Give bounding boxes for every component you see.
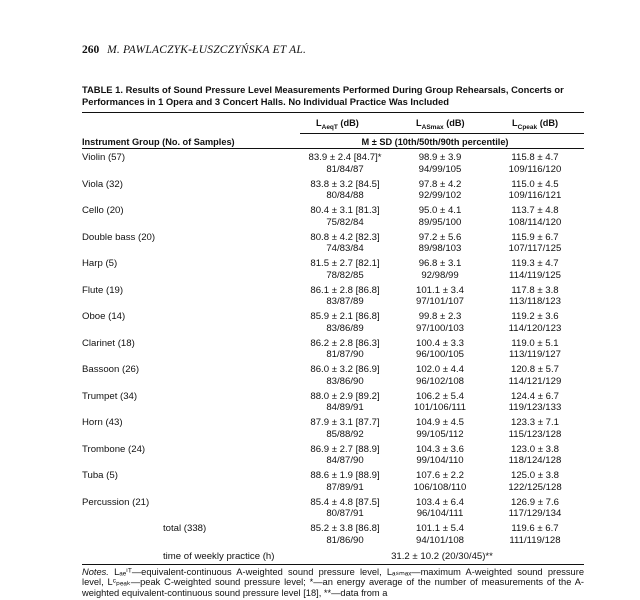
cell-lcpeak-percentiles: 119/123/133: [508, 402, 562, 413]
column-header-laeq: $L_{AeqT}$ (dB): [316, 118, 359, 131]
cell-laeq-mean-sd: 83.9 ± 2.4 [84.7]*: [308, 152, 382, 163]
cell-lcpeak-percentiles: 113/119/127: [509, 349, 561, 360]
cell-laeq: [295, 497, 395, 520]
cell-lcpeak: [485, 523, 585, 546]
table-row: [0, 497, 640, 523]
cell-lcpeak-mean-sd: 119.0 ± 5.1: [511, 337, 559, 349]
cell-lcpeak: [485, 497, 585, 520]
table-row: [0, 338, 640, 364]
cell-laeq-percentiles: 75/82/84: [326, 216, 364, 228]
cell-laeq-percentiles: 78/82/85: [326, 269, 364, 281]
table-row: [0, 285, 640, 311]
cell-lcpeak: [485, 258, 585, 281]
cell-lasmax-percentiles: 99/105/112: [416, 428, 464, 440]
cell-laeq: [295, 311, 395, 334]
table-row: [0, 364, 640, 390]
cell-laeq-percentiles: 81/86/90: [326, 534, 364, 546]
cell-lasmax-mean-sd: 102.0 ± 4.4: [416, 364, 464, 375]
cell-lasmax-percentiles: 92/99/102: [418, 190, 462, 201]
instrument-group-name: Harp (5): [82, 258, 118, 269]
table-bottom-rule: [82, 564, 584, 565]
cell-lcpeak: [485, 470, 585, 493]
cell-lcpeak-percentiles: 109/116/120: [508, 163, 562, 175]
cell-lcpeak-percentiles: 122/125/128: [508, 481, 562, 493]
table-row: [0, 444, 640, 470]
cell-lcpeak-percentiles: 111/119/128: [509, 534, 561, 546]
cell-laeq-percentiles: 80/84/88: [326, 190, 364, 201]
cell-laeq: [295, 258, 395, 281]
instrument-group-name: Cello (20): [82, 205, 124, 216]
cell-laeq: [295, 417, 395, 440]
cell-lasmax-mean-sd: 97.8 ± 4.2: [418, 178, 462, 190]
cell-laeq: [295, 523, 395, 546]
cell-lasmax-percentiles: 97/101/107: [415, 296, 464, 307]
cell-lcpeak: [485, 391, 585, 414]
cell-laeq-percentiles: 81/84/87: [326, 163, 364, 175]
column-header-lasmax: $L_{ASmax}$ (dB): [416, 118, 465, 131]
cell-lcpeak-percentiles: 114/119/125: [509, 269, 561, 281]
cell-lasmax: [390, 258, 490, 281]
header-sub-rule: [300, 133, 584, 134]
column-header-lcpeak: $L_{Cpeak}$ (dB): [512, 118, 559, 131]
cell-lcpeak-mean-sd: 125.0 ± 3.8: [511, 470, 559, 481]
cell-laeq-percentiles: 74/83/84: [326, 243, 364, 254]
cell-laeq-mean-sd: 85.9 ± 2.1 [86.8]: [310, 311, 380, 322]
cell-lcpeak-percentiles: 114/120/123: [508, 322, 562, 334]
cell-lasmax: [390, 311, 490, 334]
cell-lasmax-percentiles: 97/100/103: [415, 322, 464, 334]
cell-lasmax: [390, 417, 490, 440]
cell-lasmax: [390, 391, 490, 414]
cell-lasmax: [390, 179, 490, 202]
cell-lcpeak-percentiles: 114/121/129: [508, 375, 562, 387]
cell-lasmax-percentiles: 96/102/108: [415, 375, 464, 387]
cell-lasmax-mean-sd: 103.4 ± 6.4: [416, 496, 464, 508]
cell-laeq: [295, 444, 395, 467]
instrument-group-name: Clarinet (18): [82, 337, 135, 349]
table-row: [0, 258, 640, 284]
cell-lcpeak-percentiles: 113/118/123: [509, 296, 561, 307]
cell-lasmax: [390, 338, 490, 361]
cell-lasmax-mean-sd: 97.2 ± 5.6: [418, 231, 462, 243]
cell-laeq-percentiles: 83/86/90: [326, 375, 364, 387]
cell-lcpeak: [485, 364, 585, 387]
cell-lasmax-percentiles: 89/95/100: [418, 216, 462, 228]
instrument-group-name: Bassoon (26): [82, 364, 140, 375]
cell-lasmax-percentiles: 99/104/110: [416, 455, 464, 466]
cell-laeq: [295, 391, 395, 414]
cell-lcpeak-percentiles: 107/117/125: [508, 243, 562, 254]
cell-lasmax: [390, 444, 490, 467]
cell-laeq-percentiles: 87/89/91: [326, 481, 364, 493]
cell-lasmax-percentiles: 92/98/99: [421, 269, 459, 281]
table-row: [0, 179, 640, 205]
cell-laeq: [295, 205, 395, 228]
cell-lasmax-percentiles: 106/108/110: [413, 481, 467, 493]
cell-laeq-percentiles: 85/88/92: [326, 428, 364, 440]
cell-laeq-mean-sd: 83.8 ± 3.2 [84.5]: [310, 178, 380, 190]
cell-laeq-mean-sd: 80.4 ± 3.1 [81.3]: [310, 205, 380, 216]
cell-lasmax-mean-sd: 107.6 ± 2.2: [416, 470, 464, 481]
table-row: [0, 523, 640, 549]
instrument-group-name: Tuba (5): [82, 470, 118, 481]
cell-laeq-percentiles: 83/86/89: [326, 322, 364, 334]
cell-lasmax-percentiles: 94/99/105: [418, 163, 462, 175]
cell-lcpeak-mean-sd: 119.2 ± 3.6: [511, 311, 559, 322]
table-row: [0, 417, 640, 443]
cell-lcpeak: [485, 232, 585, 255]
cell-lasmax-percentiles: 96/104/111: [416, 508, 464, 519]
instrument-group-name: Flute (19): [82, 284, 124, 296]
cell-lasmax-mean-sd: 101.1 ± 3.4: [416, 284, 464, 296]
cell-laeq-mean-sd: 81.5 ± 2.7 [82.1]: [310, 258, 380, 269]
table-row: [0, 232, 640, 258]
cell-lcpeak-percentiles: 117/129/134: [508, 508, 562, 519]
cell-lasmax-mean-sd: 95.0 ± 4.1: [418, 205, 462, 216]
cell-lcpeak-mean-sd: 115.9 ± 6.7: [511, 231, 559, 243]
weekly-practice-value: 31.2 ± 10.2 (20/30/45)**: [391, 551, 493, 562]
cell-lcpeak: [485, 444, 585, 467]
cell-lasmax-percentiles: 94/101/108: [415, 534, 464, 546]
cell-laeq: [295, 364, 395, 387]
table-top-rule: [82, 112, 584, 113]
cell-lasmax-mean-sd: 101.1 ± 5.4: [416, 523, 464, 534]
cell-lcpeak: [485, 311, 585, 334]
instrument-group-name: Oboe (14): [82, 311, 126, 322]
instrument-group-name: Viola (32): [82, 178, 123, 190]
cell-laeq-percentiles: 84/89/91: [326, 402, 364, 413]
cell-lcpeak-percentiles: 109/116/121: [508, 190, 562, 201]
cell-laeq-mean-sd: 86.9 ± 2.7 [88.9]: [310, 443, 380, 455]
cell-laeq-percentiles: 80/87/91: [326, 508, 364, 519]
cell-lasmax-mean-sd: 106.2 ± 5.4: [416, 390, 464, 402]
column-header-stats: M ± SD (10th/50th/90th percentile): [361, 137, 509, 147]
cell-lcpeak-mean-sd: 123.0 ± 3.8: [511, 443, 559, 455]
cell-lasmax-mean-sd: 99.8 ± 2.3: [418, 311, 462, 322]
cell-laeq: [295, 338, 395, 361]
instrument-group-name: Trumpet (34): [82, 390, 138, 402]
cell-lasmax-percentiles: 89/98/103: [418, 243, 462, 254]
cell-lcpeak-percentiles: 108/114/120: [508, 216, 562, 228]
cell-laeq-mean-sd: 80.8 ± 4.2 [82.3]: [310, 231, 380, 243]
cell-lcpeak-mean-sd: 124.4 ± 6.7: [511, 390, 559, 402]
notes-text: Lₐₑⁱᵀ—equivalent-continuous A-weighted sound pressure level, Lₐₛₘₐₓ—maximum A-weighted sound pressure level, Lᶜₚₑₐₖ—peak C-weighted sound pressure level; *—an energy average of the number of measurements of the A-weighted equivalent-continuous sound pressure level [18], **—data from a: [82, 567, 584, 598]
cell-lasmax-mean-sd: 104.3 ± 3.6: [416, 443, 464, 455]
cell-laeq-percentiles: 84/87/90: [326, 455, 364, 466]
instrument-group-name: total (338): [163, 523, 207, 534]
cell-laeq: [295, 179, 395, 202]
cell-lcpeak-mean-sd: 115.8 ± 4.7: [511, 152, 559, 163]
cell-lcpeak-mean-sd: 117.8 ± 3.8: [511, 284, 559, 296]
notes-label: Notes.: [82, 567, 109, 577]
cell-lcpeak: [485, 205, 585, 228]
cell-laeq-mean-sd: 86.0 ± 3.2 [86.9]: [310, 364, 380, 375]
cell-lasmax-mean-sd: 98.9 ± 3.9: [418, 152, 462, 163]
cell-laeq: [295, 285, 395, 308]
column-header-group: Instrument Group (No. of Samples): [82, 137, 235, 147]
cell-laeq: [295, 470, 395, 493]
cell-lasmax: [390, 523, 490, 546]
cell-lcpeak-mean-sd: 123.3 ± 7.1: [511, 417, 559, 428]
cell-lasmax-percentiles: 101/106/111: [414, 402, 466, 413]
cell-lcpeak-mean-sd: 113.7 ± 4.8: [511, 205, 559, 216]
cell-laeq: [295, 152, 395, 175]
instrument-group-name: Trombone (24): [82, 443, 146, 455]
table-notes: [82, 567, 584, 598]
cell-lasmax: [390, 285, 490, 308]
cell-lcpeak-mean-sd: 119.3 ± 4.7: [511, 258, 559, 269]
header-bottom-rule: [82, 148, 584, 149]
cell-lcpeak-percentiles: 118/124/128: [508, 455, 562, 466]
cell-laeq-percentiles: 81/87/90: [326, 349, 364, 360]
instrument-group-name: Violin (57): [82, 152, 126, 163]
cell-lasmax-percentiles: 96/100/105: [415, 349, 464, 360]
cell-lasmax: [390, 470, 490, 493]
cell-lasmax: [390, 152, 490, 175]
cell-laeq-mean-sd: 86.2 ± 2.8 [86.3]: [310, 337, 380, 349]
cell-laeq-mean-sd: 88.6 ± 1.9 [88.9]: [310, 470, 380, 481]
cell-lcpeak: [485, 338, 585, 361]
instrument-group-name: Horn (43): [82, 417, 123, 428]
cell-lasmax: [390, 497, 490, 520]
cell-laeq-mean-sd: 85.4 ± 4.8 [87.5]: [310, 496, 380, 508]
page-number: 260: [82, 44, 100, 56]
running-head: [82, 44, 306, 56]
cell-laeq-mean-sd: 86.1 ± 2.8 [86.8]: [310, 284, 380, 296]
cell-laeq-mean-sd: 88.0 ± 2.9 [89.2]: [310, 390, 380, 402]
weekly-practice-label: time of weekly practice (h): [163, 551, 275, 562]
running-head-authors: M. PAWLACZYK-ŁUSZCZYŃSKA ET AL.: [107, 44, 307, 56]
cell-lcpeak: [485, 152, 585, 175]
table-row: [0, 470, 640, 496]
table-row: [0, 152, 640, 178]
cell-laeq-percentiles: 83/87/89: [326, 296, 364, 307]
cell-lasmax: [390, 364, 490, 387]
cell-lcpeak-mean-sd: 115.0 ± 4.5: [511, 178, 559, 190]
cell-lcpeak: [485, 285, 585, 308]
instrument-group-name: Percussion (21): [82, 496, 150, 508]
cell-lasmax-mean-sd: 104.9 ± 4.5: [416, 417, 464, 428]
cell-lasmax-mean-sd: 96.8 ± 3.1: [418, 258, 462, 269]
cell-laeq-mean-sd: 87.9 ± 3.1 [87.7]: [310, 417, 380, 428]
cell-lasmax-mean-sd: 100.4 ± 3.3: [416, 337, 464, 349]
cell-laeq-mean-sd: 85.2 ± 3.8 [86.8]: [310, 523, 380, 534]
table-row: [0, 311, 640, 337]
cell-laeq: [295, 232, 395, 255]
cell-lcpeak-mean-sd: 120.8 ± 5.7: [511, 364, 559, 375]
cell-lasmax: [390, 205, 490, 228]
table-row: [0, 391, 640, 417]
cell-lcpeak: [485, 179, 585, 202]
cell-lcpeak-percentiles: 115/123/128: [508, 428, 562, 440]
cell-lcpeak: [485, 417, 585, 440]
instrument-group-name: Double bass (20): [82, 231, 156, 243]
table-row: [0, 205, 640, 231]
cell-lcpeak-mean-sd: 126.9 ± 7.6: [511, 496, 559, 508]
cell-lcpeak-mean-sd: 119.6 ± 6.7: [511, 523, 559, 534]
table-caption: TABLE 1. Results of Sound Pressure Level Measurements Performed During Group Rehearsals, Concerts or Performances in 1 Opera and 3 Concert Halls. No Individual Practice Was Included: [82, 84, 564, 107]
cell-lasmax: [390, 232, 490, 255]
